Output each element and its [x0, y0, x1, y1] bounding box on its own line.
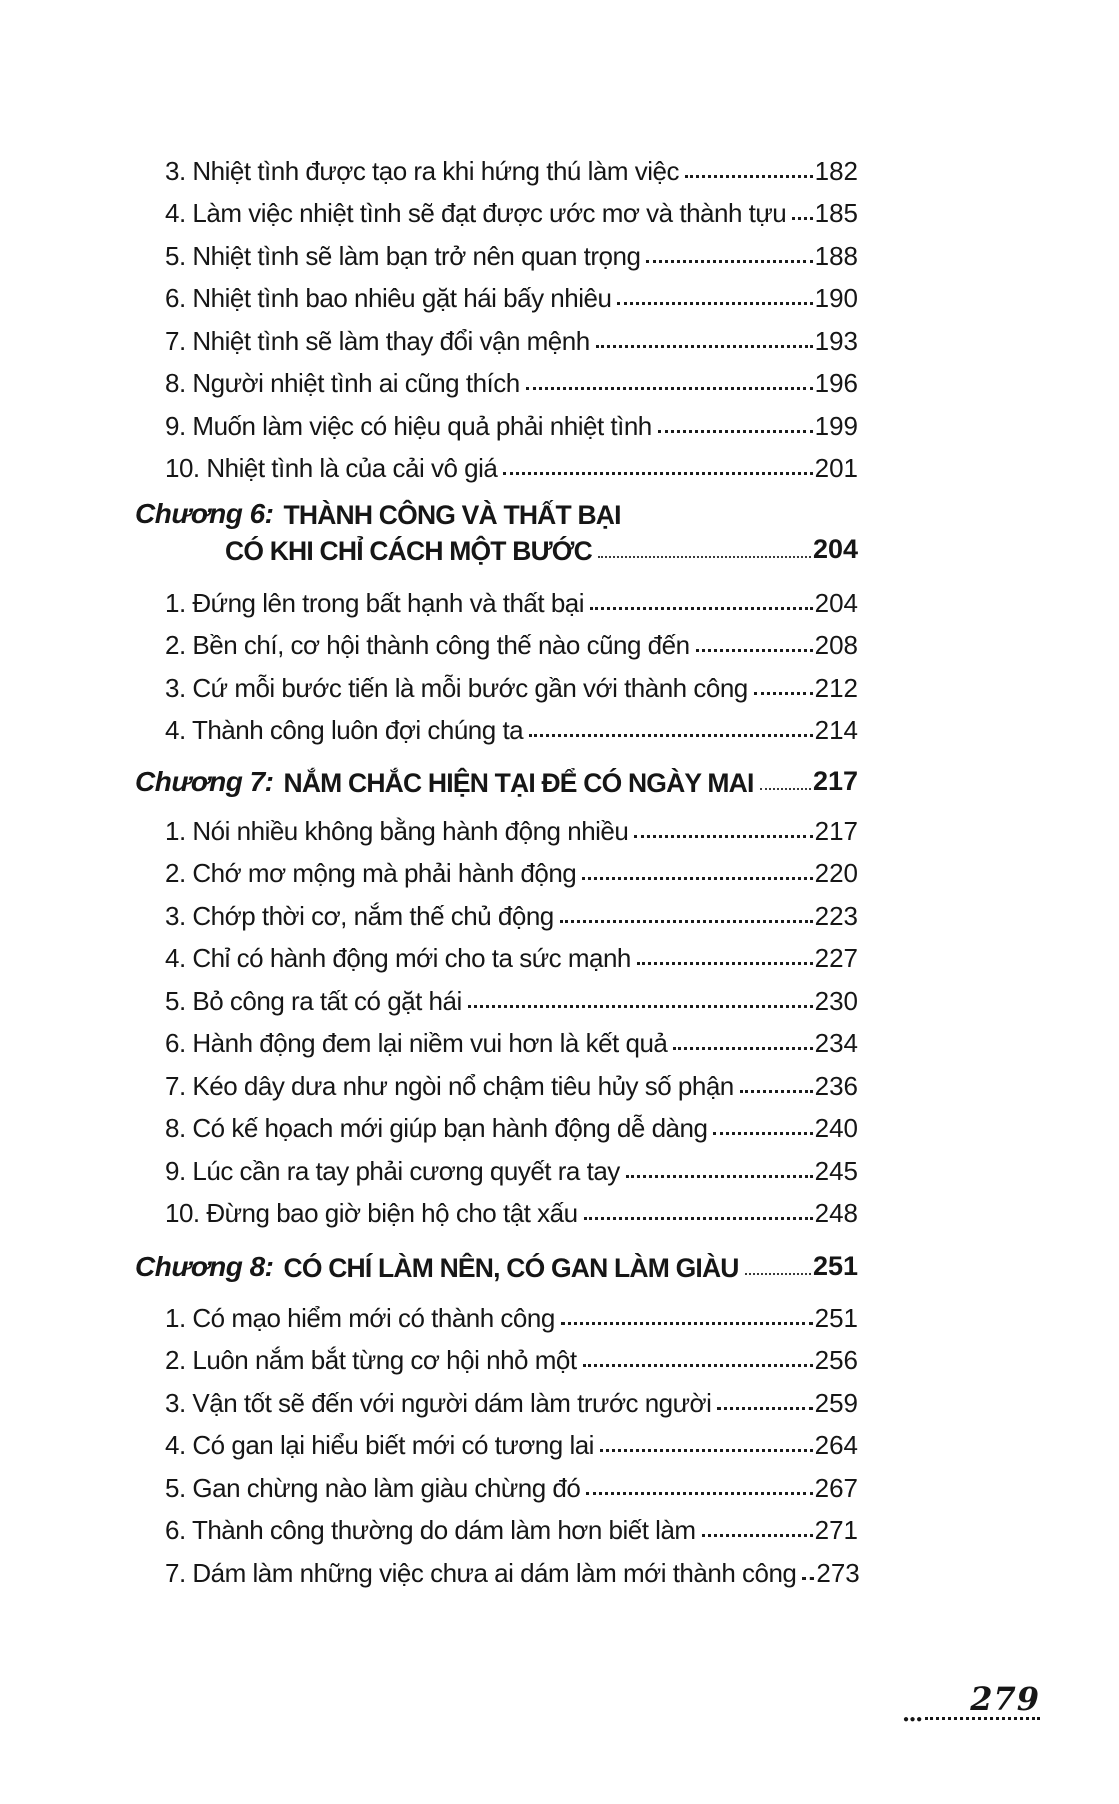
- toc-row: [135, 444, 858, 487]
- toc-entry-label: 5. Gan chừng nào làm giàu chừng đó: [165, 1472, 581, 1503]
- dot-leader: [590, 607, 813, 610]
- toc-row: [135, 891, 858, 934]
- toc-entry-label: 2. Chớ mơ mộng mà phải hành động: [165, 858, 577, 888]
- toc-entry-page: 267: [814, 1472, 858, 1503]
- toc-entry-page: 204: [814, 587, 858, 618]
- chapter-prefix: Chương 8:: [135, 1251, 274, 1282]
- toc-row: [135, 1189, 858, 1232]
- toc-row: [135, 1463, 858, 1506]
- toc-entry-label: 5. Nhiệt tình sẽ làm bạn trở nên quan trọng: [165, 240, 641, 271]
- dot-leader: [802, 1577, 814, 1580]
- toc-row: [135, 189, 858, 232]
- toc-entry-label: 3. Nhiệt tình được tạo ra khi hứng thú làm việc: [165, 155, 679, 186]
- dot-leader: [617, 302, 812, 305]
- toc-entry-page: 214: [814, 715, 858, 745]
- toc-entry-label: 4. Chỉ có hành động mới cho ta sức mạnh: [165, 943, 631, 973]
- chapter-heading-line: [135, 494, 858, 532]
- dot-leader: [658, 430, 813, 433]
- dot-leader: [760, 788, 811, 790]
- toc-row: [135, 1019, 858, 1062]
- toc-entry-page: 259: [814, 1387, 858, 1418]
- toc-row: [135, 231, 858, 274]
- dot-leader: [740, 1090, 813, 1093]
- toc-row: [135, 934, 858, 977]
- toc-entry-page: 245: [814, 1155, 858, 1186]
- toc-row: [135, 621, 858, 664]
- dot-leader: [584, 1217, 813, 1220]
- dot-leader: [713, 1132, 812, 1135]
- toc-row: [135, 849, 858, 892]
- chapter-title: CÓ CHÍ LÀM NÊN, CÓ GAN LÀM GIÀU: [283, 1252, 739, 1283]
- dot-leader: [717, 1407, 812, 1410]
- toc-entry-label: 3. Chớp thời cơ, nắm thế chủ động: [165, 900, 554, 931]
- toc-entry-page: 188: [814, 240, 858, 271]
- chapter-page: 217: [812, 766, 858, 796]
- toc-row: [135, 274, 858, 317]
- toc-entry-page: 230: [814, 985, 858, 1016]
- footer-dotted-line: [925, 1717, 1040, 1720]
- toc-entry-page: 234: [814, 1028, 858, 1058]
- dot-leader: [637, 962, 813, 965]
- dot-leader: [792, 217, 812, 220]
- toc-row: [135, 706, 858, 749]
- dot-leader: [702, 1534, 813, 1537]
- toc-entry-label: 2. Bền chí, cơ hội thành công thế nào cũng đến: [165, 630, 690, 660]
- toc-entry-label: 4. Có gan lại hiểu biết mới có tương lai: [165, 1430, 594, 1460]
- dot-leader: [561, 1322, 813, 1325]
- table-of-contents: [135, 146, 858, 1591]
- toc-entry-page: 273: [816, 1557, 860, 1588]
- dot-leader: [583, 1364, 813, 1367]
- toc-entry-page: 251: [814, 1302, 858, 1333]
- toc-entry-label: 10. Nhiệt tình là của cải vô giá: [165, 453, 498, 483]
- chapter-title: NẮM CHẮC HIỆN TẠI ĐỂ CÓ NGÀY MAI: [283, 767, 754, 798]
- toc-entry-page: 223: [814, 900, 858, 931]
- chapter-prefix: Chương 7:: [135, 766, 274, 797]
- toc-entry-label: 7. Nhiệt tình sẽ làm thay đổi vận mệnh: [165, 325, 590, 356]
- toc-entry-page: 208: [814, 630, 858, 660]
- toc-row: [135, 976, 858, 1019]
- toc-row: [135, 1146, 858, 1189]
- dot-leader: [586, 1492, 812, 1495]
- toc-row: [135, 1336, 858, 1379]
- toc-entry-label: 6. Nhiệt tình bao nhiêu gặt hái bấy nhiêu: [165, 283, 612, 313]
- toc-row: [135, 578, 858, 621]
- toc-entry-page: 201: [814, 453, 858, 483]
- chapter-prefix: Chương 6:: [135, 498, 274, 529]
- toc-entry-label: 8. Người nhiệt tình ai cũng thích: [165, 368, 520, 398]
- footer-decoration: ●●●: [903, 1718, 1040, 1721]
- toc-row: [135, 1293, 858, 1336]
- toc-row: [135, 1104, 858, 1147]
- toc-row: [135, 359, 858, 402]
- toc-entry-label: 4. Làm việc nhiệt tình sẽ đạt được ước mơ và thành tựu: [165, 198, 787, 228]
- dot-leader: [696, 649, 813, 652]
- toc-entry-label: 10. Đừng bao giờ biện hộ cho tật xấu: [165, 1198, 578, 1228]
- chapter-heading-line: [135, 760, 858, 800]
- dot-leader: [600, 1449, 813, 1452]
- toc-row: [135, 806, 858, 849]
- dot-leader: [626, 1175, 813, 1178]
- dot-leader: [745, 1273, 811, 1275]
- chapter-heading-line: [135, 532, 858, 568]
- toc-row: [135, 1421, 858, 1464]
- toc-entry-page: 248: [814, 1198, 858, 1228]
- toc-row: [135, 1506, 858, 1549]
- toc-row: [135, 401, 858, 444]
- toc-entry-page: 185: [814, 198, 858, 228]
- toc-entry-page: 256: [814, 1345, 858, 1375]
- toc-entry-page: 264: [814, 1430, 858, 1460]
- dot-leader: [685, 175, 813, 178]
- toc-entry-label: 9. Lúc cần ra tay phải cương quyết ra tay: [165, 1155, 620, 1186]
- toc-entry-label: 9. Muốn làm việc có hiệu quả phải nhiệt tình: [165, 410, 652, 441]
- chapter-title: THÀNH CÔNG VÀ THẤT BẠI: [283, 499, 621, 530]
- toc-entry-page: 217: [814, 815, 858, 846]
- toc-entry-label: 6. Thành công thường do dám làm hơn biết làm: [165, 1515, 696, 1545]
- dot-leader: [560, 920, 813, 923]
- toc-entry-page: 212: [814, 672, 858, 703]
- toc-entry-page: 240: [814, 1113, 858, 1143]
- toc-row: [135, 1061, 858, 1104]
- toc-entry-label: 2. Luôn nắm bắt từng cơ hội nhỏ một: [165, 1345, 577, 1375]
- toc-entry-page: 236: [814, 1070, 858, 1101]
- dot-leader: [503, 472, 812, 475]
- toc-entry-label: 7. Dám làm những việc chưa ai dám làm mới thành công: [165, 1557, 797, 1588]
- chapter-heading-line: [135, 1245, 858, 1285]
- chapter-title: CÓ KHI CHỈ CÁCH MỘT BƯỚC: [225, 535, 592, 566]
- dot-leader: [582, 877, 812, 880]
- dot-leader: [646, 260, 812, 263]
- dot-leader: [673, 1047, 812, 1050]
- toc-entry-label: 6. Hành động đem lại niềm vui hơn là kết quả: [165, 1028, 668, 1058]
- toc-entry-label: 7. Kéo dây dưa như ngòi nổ chậm tiêu hủy số phận: [165, 1070, 734, 1101]
- toc-entry-label: 3. Cứ mỗi bước tiến là mỗi bước gần với thành công: [165, 672, 748, 703]
- toc-entry-label: 1. Có mạo hiểm mới có thành công: [165, 1302, 555, 1333]
- toc-row: [135, 1378, 858, 1421]
- toc-row: [135, 663, 858, 706]
- toc-entry-page: 199: [814, 410, 858, 441]
- chapter-page: 204: [812, 534, 858, 564]
- dot-leader: [468, 1005, 813, 1008]
- dot-leader: [598, 556, 811, 558]
- toc-entry-label: 4. Thành công luôn đợi chúng ta: [165, 715, 524, 745]
- toc-entry-label: 5. Bỏ công ra tất có gặt hái: [165, 985, 462, 1016]
- toc-entry-page: 271: [814, 1515, 858, 1545]
- toc-entry-page: 193: [814, 325, 858, 356]
- dot-leader: [634, 835, 812, 838]
- toc-entry-label: 8. Có kế họach mới giúp bạn hành động dễ dàng: [165, 1113, 708, 1143]
- footer-page-number: 279: [970, 1680, 1040, 1718]
- toc-entry-label: 1. Nói nhiều không bằng hành động nhiều: [165, 815, 629, 846]
- chapter-page: 251: [812, 1251, 858, 1281]
- toc-row: [135, 1548, 858, 1591]
- toc-entry-page: 196: [814, 368, 858, 398]
- dot-leader: [529, 734, 812, 737]
- dot-leader: [754, 692, 813, 695]
- dot-leader: [596, 345, 813, 348]
- toc-entry-page: 227: [814, 943, 858, 973]
- toc-entry-label: 3. Vận tốt sẽ đến với người dám làm trước người: [165, 1387, 712, 1418]
- toc-entry-page: 220: [814, 858, 858, 888]
- toc-entry-page: 190: [814, 283, 858, 313]
- dot-leader: [526, 387, 813, 390]
- page-footer: [903, 1680, 1040, 1725]
- toc-entry-page: 182: [814, 155, 858, 186]
- toc-row: [135, 146, 858, 189]
- toc-row: [135, 316, 858, 359]
- toc-entry-label: 1. Đứng lên trong bất hạnh và thất bại: [165, 587, 585, 618]
